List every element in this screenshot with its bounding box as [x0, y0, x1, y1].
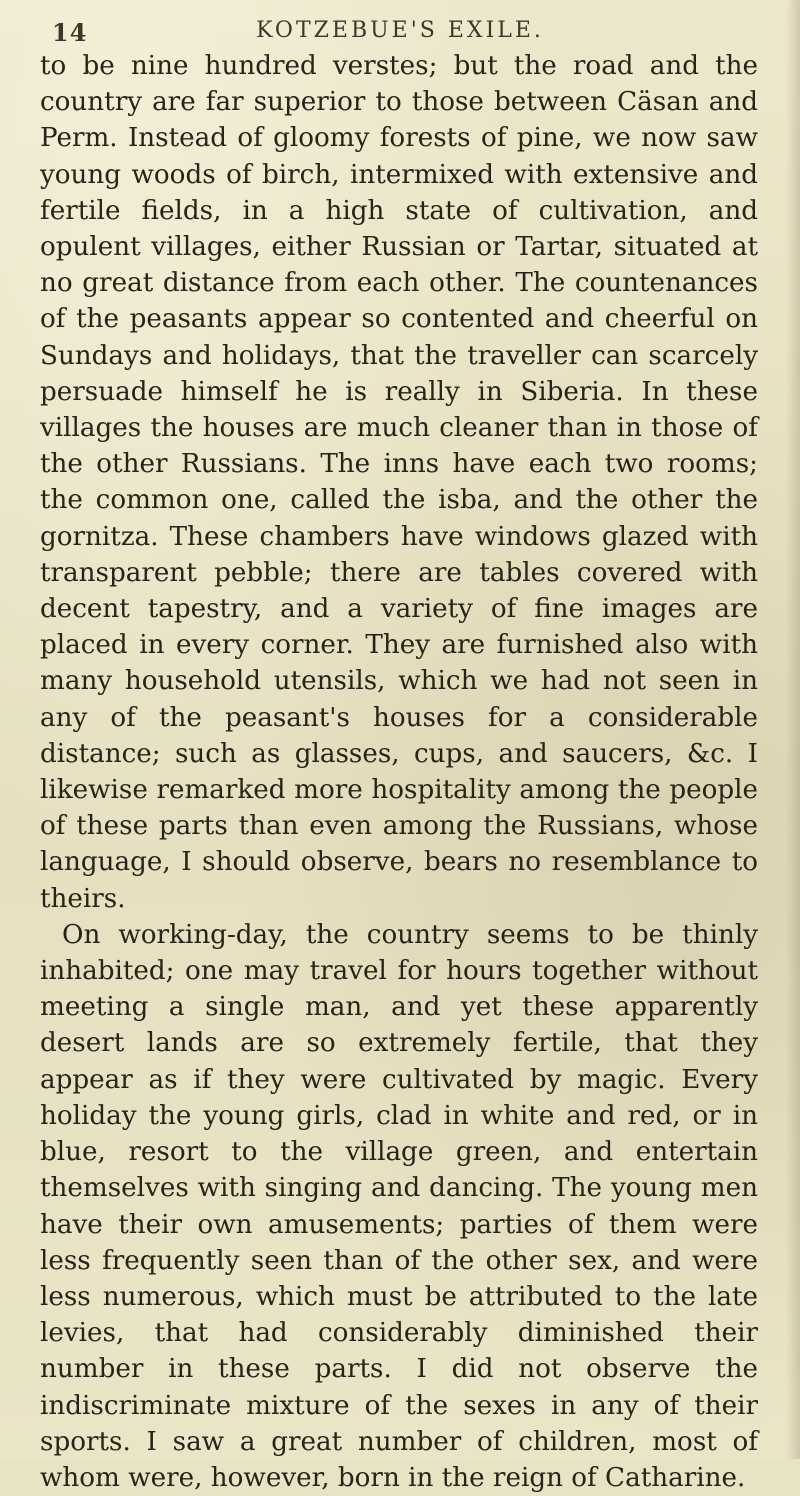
page-edge-shadow: [786, 0, 800, 1459]
paragraph-1: to be nine hundred verstes; but the road and the country are far superior to those between Cäsan and Perm. Instead of gloomy forests of pine, we now saw young woods of birch, intermixed with extensive and fertile fields, in a high state of cultivation, and opulent villages, either Russian or Tartar, situated at no great distance from each other. The countenances of the peasants appear so contented and cheerful on Sundays and holidays, that the traveller can scarcely persuade himself he is really in Siberia. In these villages the houses are much cleaner than in those of the other Russians. The inns have each two rooms; the common one, called the isba, and the other the gornitza. These chambers have windows glazed with transparent pebble; there are tables covered with decent tapestry, and a variety of fine images are placed in every corner. They are furnished also with many household utensils, which we had not seen in any of the peasant's houses for a considerable distance; such as glasses, cups, and saucers, &c. I likewise remarked more hospitality among the people of these parts than even among the Russians, whose language, I should observe, bears no resemblance to theirs.: [40, 51, 758, 914]
paragraph-2: On working-day, the country seems to be thinly inhabited; one may travel for hours together without meeting a single man, and yet these apparently desert lands are so extremely fertile, that they appear as if they were cultivated by magic. Every holiday the young girls, clad in white and red, or in blue, resort to the village green, and entertain themselves with singing and dancing. The young men have their own amusements; parties of them were less frequently seen than of the other sex, and were less numerous, which must be attributed to the late levies, that had considerably diminished their number in these parts. I did not observe the indiscriminate mixture of the sexes in any of their sports. I saw a great number of children, most of whom were, however, born in the reign of Catharine.: [40, 919, 758, 1493]
running-head: KOTZEBUE'S EXILE.: [256, 18, 544, 43]
page-number: 14: [52, 18, 88, 47]
page-header: [30, 14, 770, 50]
body-text: [40, 48, 758, 1496]
